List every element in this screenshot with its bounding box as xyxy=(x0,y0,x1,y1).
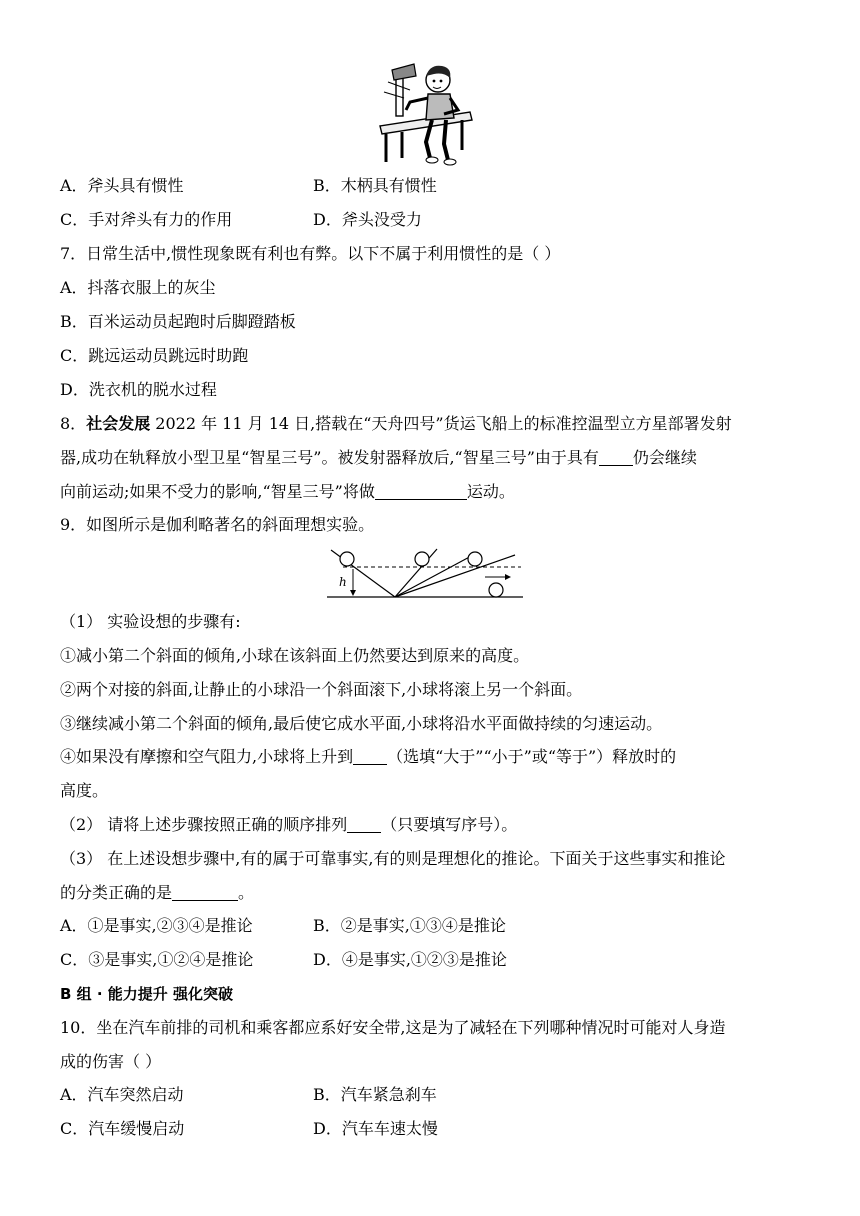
q10-stem-1: 10．坐在汽车前排的司机和乘客都应系好安全带,这是为了减轻在下列哪种情况时可能对人身造 xyxy=(60,1018,726,1037)
q9-part2 xyxy=(60,815,517,835)
q9-option-a: A．①是事实,②③④是推论 xyxy=(60,916,253,935)
q9-option-c: C．③是事实,①②④是推论 xyxy=(60,950,254,969)
q10-option-c: C．汽车缓慢启动 xyxy=(60,1119,185,1138)
q6-option-b: B．木柄具有惯性 xyxy=(313,176,437,195)
q10-stem-2: 成的伤害（ ） xyxy=(60,1052,162,1071)
q7-option-c: C．跳远运动员跳远时助跑 xyxy=(60,346,249,365)
q8-line1-text: 2022 年 11 月 14 日,搭载在“天舟四号”货运飞船上的标准控温型立方星部署发射 xyxy=(150,414,732,433)
q6-option-d: D．斧头没受力 xyxy=(313,210,422,229)
q9-option-d: D．④是事实,①②③是推论 xyxy=(313,950,507,969)
q10-option-b: B．汽车紧急刹车 xyxy=(313,1085,437,1104)
q9-step-1: ①减小第二个斜面的倾角,小球在该斜面上仍然要达到原来的高度。 xyxy=(60,646,530,665)
q8-blank-2[interactable] xyxy=(375,483,467,500)
q8-line3 xyxy=(60,482,515,502)
q9-step-2: ②两个对接的斜面,让静止的小球沿一个斜面滚下,小球将滚上另一个斜面。 xyxy=(60,680,583,699)
q9-step-4-tail: （选填“大于”“小于”或“等于”）释放时的 xyxy=(387,747,677,766)
q9-blank-1[interactable] xyxy=(353,748,387,765)
q8-line2-tail: 仍会继续 xyxy=(632,448,697,467)
q9-part2-tail: （只要填写序号）。 xyxy=(381,815,518,834)
q8-number: 8． xyxy=(60,414,87,433)
q9-stem: 9．如图所示是伽利略著名的斜面理想实验。 xyxy=(60,515,375,534)
q8-tag: 社会发展 xyxy=(86,414,151,433)
q10-option-d: D．汽车车速太慢 xyxy=(313,1119,438,1138)
incline-experiment-diagram xyxy=(325,546,525,602)
height-label: h xyxy=(339,575,347,589)
q7-option-d: D．洗衣机的脱水过程 xyxy=(60,380,217,399)
q9-step-4-text: ④如果没有摩擦和空气阻力,小球将上升到 xyxy=(60,747,354,766)
q9-blank-2[interactable] xyxy=(347,816,381,833)
q9-step-4 xyxy=(60,747,676,767)
q9-blank-3[interactable] xyxy=(172,884,238,901)
q9-part3-tail: 。 xyxy=(238,883,255,902)
q9-option-b: B．②是事实,①③④是推论 xyxy=(313,916,506,935)
q8-blank-1[interactable] xyxy=(599,449,633,466)
q9-step-4-cont: 高度。 xyxy=(60,781,109,800)
q7-option-b: B．百米运动员起跑时后脚蹬踏板 xyxy=(60,312,296,331)
q9-part1: （1） 实验设想的步骤有: xyxy=(60,612,241,631)
q9-part3-cont xyxy=(60,883,254,903)
q10-option-a: A．汽车突然启动 xyxy=(60,1085,184,1104)
q9-part3: （3） 在上述设想步骤中,有的属于可靠事实,有的则是理想化的推论。下面关于这些事实和推论 xyxy=(60,849,726,868)
q8-line3-text: 向前运动;如果不受力的影响,“智星三号”将做 xyxy=(60,482,375,501)
section-b-title: B 组 · 能力提升 强化突破 xyxy=(60,985,234,1003)
q9-part3-text: 的分类正确的是 xyxy=(60,883,173,902)
q8-line2 xyxy=(60,448,697,468)
q8-line2-text: 器,成功在轨释放小型卫星“智星三号”。被发射器释放后,“智星三号”由于具有 xyxy=(60,448,599,467)
q6-option-c: C．手对斧头有力的作用 xyxy=(60,210,233,229)
axe-boy-illustration xyxy=(374,62,474,166)
q6-option-a: A．斧头具有惯性 xyxy=(60,176,184,195)
q8-line1 xyxy=(60,414,732,434)
q7-stem: 7．日常生活中,惯性现象既有利也有弊。以下不属于利用惯性的是（ ） xyxy=(60,244,561,263)
q7-option-a: A．抖落衣服上的灰尘 xyxy=(60,278,216,297)
q9-step-3: ③继续减小第二个斜面的倾角,最后使它成水平面,小球将沿水平面做持续的匀速运动。 xyxy=(60,714,663,733)
q9-part2-text: （2） 请将上述步骤按照正确的顺序排列 xyxy=(60,815,348,834)
q8-line3-tail: 运动。 xyxy=(466,482,515,501)
